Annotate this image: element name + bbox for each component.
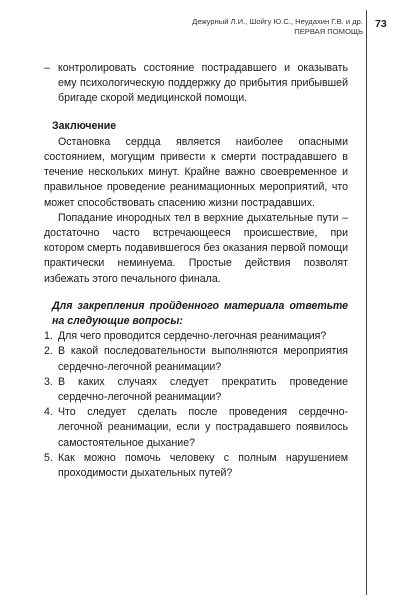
header-book-title: ПЕРВАЯ ПОМОЩЬ <box>294 27 363 36</box>
questions-list <box>44 329 348 481</box>
question-text: Что следует сделать после проведения сердечно-легочной реанимации, если у пострадавшего появилось самостоятельное дыхание? <box>58 406 348 449</box>
conclusion-heading: Заключение <box>52 119 117 132</box>
question-number: 2. <box>44 345 53 358</box>
question-text: Как можно помочь человеку с полным нарушением проходимости дыхательных путей? <box>58 451 348 480</box>
question-text: В каких случаях следует прекратить проведение сердечно-легочной реанимации? <box>58 375 348 404</box>
conclusion-paragraph-1: Остановка сердца является наиболее опасными состоянием, могущим привести к смерти пострадавшего в течение нескольких минут. Крайне важно своевременное и правильное проведение реанимационных мероприятий, что может способствовать спасению жизни пострадавших. <box>44 135 348 209</box>
question-item <box>44 344 348 374</box>
question-item <box>44 451 348 481</box>
page-number: 73 <box>375 18 387 30</box>
page-body <box>44 61 348 481</box>
conclusion-paragraph-2: Попадание инородных тел в верхние дыхательные пути – достаточно часто встречающееся происшествие, при котором смерть подавившегося без оказания первой помощи практически неминуема. Простые действия позволят избежать этого печального финала. <box>44 211 348 285</box>
bullet-text: контролировать состояние пострадавшего и оказывать ему психологическую поддержку до прибытия прибывшей бригаде скорой медицинской помощи. <box>58 62 348 105</box>
question-number: 5. <box>44 451 53 464</box>
question-item <box>44 375 348 405</box>
bullet-marker: – <box>44 62 50 74</box>
question-item <box>44 329 348 344</box>
question-number: 3. <box>44 375 53 388</box>
questions-title: Для закрепления пройденного материала ответьте на следующие вопросы: <box>52 299 348 328</box>
question-number: 4. <box>44 406 53 419</box>
question-text: В какой последовательности выполняются мероприятия сердечно-легочной реанимации? <box>58 345 348 373</box>
question-item <box>44 405 348 451</box>
question-number: 1. <box>44 330 53 343</box>
margin-rule <box>366 10 367 595</box>
question-text: Для чего проводится сердечно-легочная реанимация? <box>58 330 327 343</box>
header-authors: Дежурный Л.И., Шойгу Ю.С., Неудахин Г.В. и др. <box>192 17 363 26</box>
bullet-item <box>44 61 348 107</box>
running-header <box>133 17 363 37</box>
